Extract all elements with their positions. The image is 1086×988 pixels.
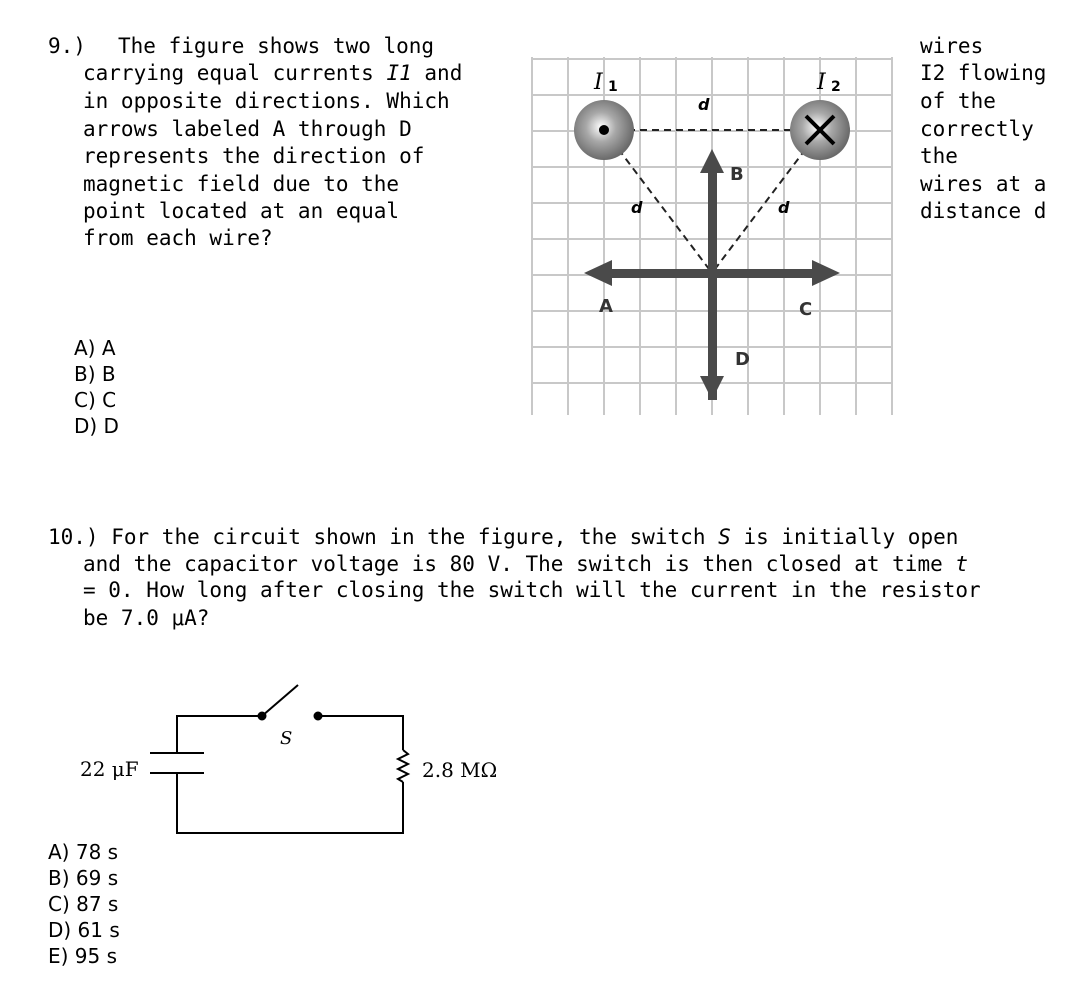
magnetic-field-figure: [528, 55, 898, 420]
label-i1-sub: 1: [608, 79, 618, 95]
label-d-left: d: [631, 198, 643, 217]
resistor-zigzag: [398, 750, 408, 782]
q9-right-7: distance d: [920, 199, 1047, 223]
label-d-right: d: [778, 198, 790, 217]
wire-top-left: [177, 716, 262, 753]
q10-option-e[interactable]: E) 95 s: [48, 944, 118, 968]
q10-option-a[interactable]: A) 78 s: [48, 840, 119, 864]
q9-line-7: point located at an equal: [83, 199, 400, 223]
q9-line-2-and: and: [424, 61, 463, 85]
label-i2-sub: 2: [831, 79, 841, 95]
q9-line-3: in opposite directions. Which: [83, 89, 450, 113]
q9-option-a[interactable]: A) A: [74, 336, 116, 360]
q10-option-b[interactable]: B) 69 s: [48, 866, 119, 890]
switch-blade: [262, 685, 298, 716]
q10-line-1: [48, 524, 958, 551]
arrow-c-head: [812, 260, 840, 286]
wire-i1: [574, 100, 634, 160]
q9-line-6: magnetic field due to the: [83, 172, 400, 196]
label-i2: I: [817, 70, 826, 95]
switch-symbol-text: S: [718, 525, 731, 549]
switch-label: S: [280, 728, 293, 749]
wire-bottom: [177, 773, 403, 833]
arrow-label-c: C: [799, 299, 813, 320]
q9-option-c[interactable]: C) C: [74, 388, 117, 412]
q9-line-4: arrows labeled A through D: [83, 117, 412, 141]
q9-line-8: from each wire?: [83, 226, 273, 250]
wire-i2: [790, 100, 850, 160]
label-d-top: d: [698, 95, 710, 114]
q9-option-d[interactable]: D) D: [74, 414, 119, 438]
arrow-a-head: [584, 260, 612, 286]
q10-line-1-end: is initially open: [743, 525, 959, 549]
q10-line-2-text: and the capacitor voltage is 80 V. The switch is then closed at time: [83, 552, 943, 576]
q9-right-3: of the: [920, 89, 996, 113]
arrow-d-head: [700, 376, 724, 400]
q9-right-5: the: [920, 144, 958, 168]
q10-line-4: be 7.0 μA?: [83, 606, 210, 630]
current-i1-label: I1: [386, 61, 412, 85]
wire-top-right: [318, 716, 403, 750]
arrow-label-d: D: [735, 349, 750, 370]
q10-line-2: [83, 551, 968, 578]
q10-line-1-text: For the circuit shown in the figure, the switch: [111, 525, 706, 549]
q9-right-6: wires at a: [920, 172, 1047, 196]
q9-option-b[interactable]: B) B: [74, 362, 116, 386]
q9-right-4: correctly: [920, 117, 1034, 141]
rc-circuit-figure: [70, 680, 530, 840]
q10-option-c[interactable]: C) 87 s: [48, 892, 119, 916]
q10-line-3: = 0. How long after closing the switch will the current in the resistor: [83, 578, 981, 602]
q9-line-2: [83, 60, 462, 87]
q10-number: 10.): [48, 525, 99, 549]
arrow-label-a: A: [599, 296, 613, 317]
label-i1: I: [594, 70, 603, 95]
capacitor-label: 22 μF: [80, 757, 139, 781]
q9-line-1: The figure shows two long: [118, 34, 435, 58]
q10-option-d[interactable]: D) 61 s: [48, 918, 120, 942]
arrow-label-b: B: [730, 164, 744, 185]
arrow-b-head: [700, 149, 724, 173]
arrows: [584, 149, 840, 400]
q9-right-2: I2 flowing: [920, 61, 1047, 85]
q9-right-1: wires: [920, 34, 984, 58]
q9-number: 9.): [48, 34, 86, 58]
q9-line-5: represents the direction of: [83, 144, 425, 168]
time-symbol-text: t: [955, 552, 969, 576]
q9-line-2-text: carrying equal currents: [83, 61, 374, 85]
resistor-label: 2.8 MΩ: [422, 758, 498, 782]
